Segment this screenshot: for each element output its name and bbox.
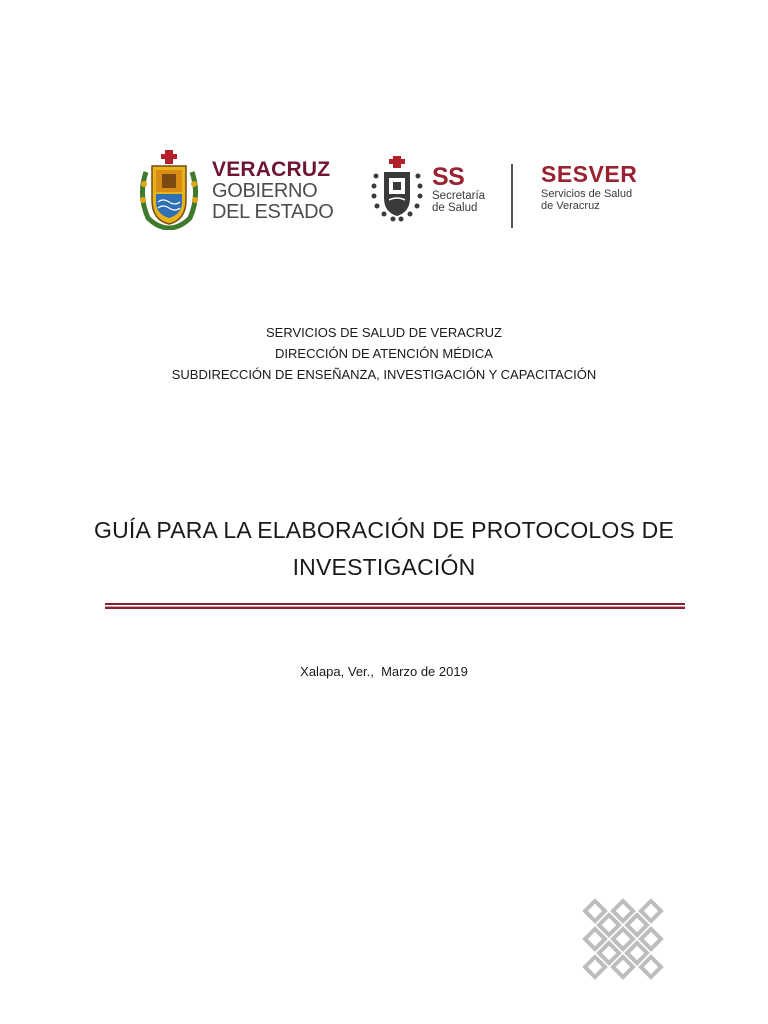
de-salud-label: de Salud bbox=[432, 202, 478, 215]
del-estado-label: DEL ESTADO bbox=[212, 200, 334, 223]
secretaria-salud-logo bbox=[370, 156, 485, 222]
organization-block bbox=[0, 322, 768, 385]
org-line-services: SERVICIOS DE SALUD DE VERACRUZ bbox=[266, 325, 502, 340]
sesver-logo bbox=[541, 162, 637, 212]
veracruz-name: VERACRUZ bbox=[212, 157, 331, 181]
state-coat-of-arms-icon bbox=[138, 150, 200, 230]
title-divider bbox=[105, 603, 685, 609]
title-line-1: GUÍA PARA LA ELABORACIÓN DE PROTOCOLOS DE bbox=[94, 517, 674, 543]
header-logos bbox=[0, 150, 768, 235]
title-line-2: INVESTIGACIÓN bbox=[292, 554, 476, 580]
logo-separator bbox=[511, 164, 513, 228]
document-date: Xalapa, Ver., Marzo de 2019 bbox=[300, 664, 468, 679]
eagle-crest-icon bbox=[370, 156, 424, 222]
veracruz-logo bbox=[138, 150, 333, 230]
org-line-subdirection: SUBDIRECCIÓN DE ENSEÑANZA, INVESTIGACIÓN Y CAPACITACIÓN bbox=[171, 367, 597, 382]
document-title bbox=[0, 512, 768, 586]
sesver-subtitle-2: de Veracruz bbox=[541, 199, 600, 212]
ss-abbreviation: SS bbox=[432, 162, 465, 191]
gobierno-label: GOBIERNO bbox=[212, 179, 318, 202]
lattice-ornament-icon bbox=[582, 898, 664, 980]
sesver-subtitle-1: Servicios de Salud bbox=[541, 188, 633, 201]
secretaria-label: Secretaría bbox=[432, 190, 486, 203]
org-line-direction: DIRECCIÓN DE ATENCIÓN MÉDICA bbox=[275, 346, 493, 361]
sesver-name: SESVER bbox=[541, 161, 638, 187]
